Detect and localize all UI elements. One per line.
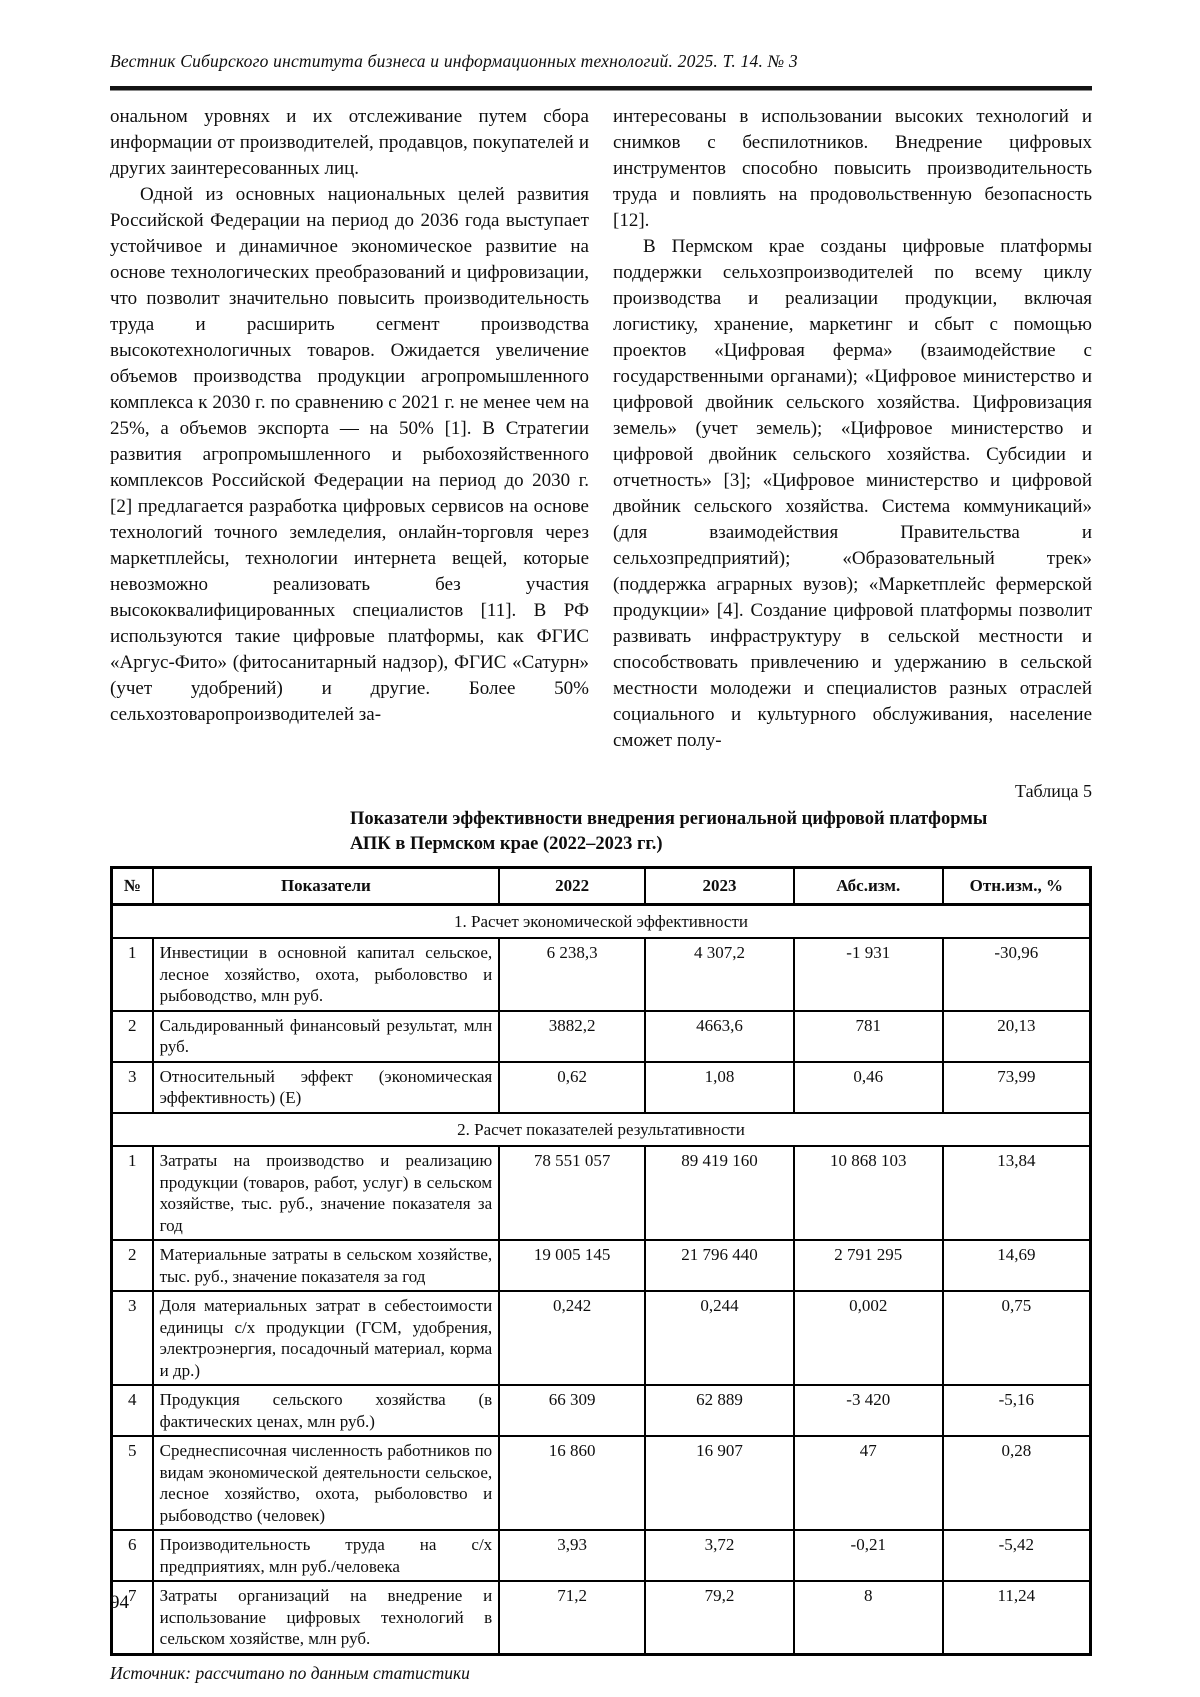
table-row [112, 1581, 1091, 1654]
cell-v2022: 3,93 [499, 1530, 645, 1581]
cell-num: 6 [112, 1530, 153, 1581]
cell-num: 1 [112, 938, 153, 1011]
right-column [613, 104, 1092, 754]
cell-num: 2 [112, 1011, 153, 1062]
table-title [350, 807, 1092, 857]
paragraph: ональном уровнях и их отслеживание путем сбора информации от производителей, продавцов, покупателей и других заинтересованных лиц. [110, 106, 589, 179]
cell-rel-change: 13,84 [943, 1146, 1091, 1240]
cell-num: 3 [112, 1062, 153, 1113]
cell-indicator: Затраты организаций на внедрение и использование цифровых технологий в сельском хозяйстве, млн руб. [153, 1581, 500, 1654]
table-section-row [112, 904, 1091, 938]
cell-abs-change: -0,21 [794, 1530, 943, 1581]
cell-v2022: 6 238,3 [499, 938, 645, 1011]
cell-abs-change: 781 [794, 1011, 943, 1062]
cell-indicator: Затраты на производство и реализацию продукции (товаров, работ, услуг) в сельском хозяйстве, тыс. руб., значение показателя за год [153, 1146, 500, 1240]
cell-v2022: 78 551 057 [499, 1146, 645, 1240]
cell-num: 7 [112, 1581, 153, 1654]
cell-v2022: 3882,2 [499, 1011, 645, 1062]
table-label: Таблица 5 [1015, 781, 1092, 801]
cell-indicator: Производительность труда на с/х предприятиях, млн руб./человека [153, 1530, 500, 1581]
journal-header: Вестник Сибирского института бизнеса и информационных технологий. 2025. Т. 14. № 3 [110, 51, 798, 71]
cell-abs-change: 0,002 [794, 1291, 943, 1385]
article-body [110, 104, 1092, 754]
table-title-line1: Показатели эффективности внедрения региональной цифровой платформы [350, 809, 988, 829]
cell-num: 5 [112, 1436, 153, 1530]
cell-abs-change: -3 420 [794, 1385, 943, 1436]
table-header-row [112, 868, 1091, 905]
cell-abs-change: 8 [794, 1581, 943, 1654]
cell-v2022: 66 309 [499, 1385, 645, 1436]
cell-v2023: 3,72 [645, 1530, 794, 1581]
source-note: Источник: рассчитано по данным статистики [110, 1662, 470, 1683]
cell-v2022: 0,62 [499, 1062, 645, 1113]
table-row [112, 1240, 1091, 1291]
cell-v2023: 89 419 160 [645, 1146, 794, 1240]
cell-abs-change: 47 [794, 1436, 943, 1530]
page-number: 94 [110, 1592, 129, 1613]
cell-indicator: Относительный эффект (экономическая эффективность) (Е) [153, 1062, 500, 1113]
cell-rel-change: -30,96 [943, 938, 1091, 1011]
cell-rel-change: 20,13 [943, 1011, 1091, 1062]
table-row [112, 1436, 1091, 1530]
cell-num: 4 [112, 1385, 153, 1436]
cell-num: 1 [112, 1146, 153, 1240]
left-column [110, 104, 589, 754]
cell-v2022: 0,242 [499, 1291, 645, 1385]
table-body [112, 904, 1091, 1654]
column-header-2022: 2022 [499, 868, 645, 905]
cell-rel-change: 14,69 [943, 1240, 1091, 1291]
cell-v2023: 62 889 [645, 1385, 794, 1436]
table-row [112, 938, 1091, 1011]
cell-v2023: 1,08 [645, 1062, 794, 1113]
indicators-table [110, 866, 1092, 1656]
cell-v2023: 21 796 440 [645, 1240, 794, 1291]
cell-v2022: 19 005 145 [499, 1240, 645, 1291]
table-row [112, 1385, 1091, 1436]
cell-indicator: Материальные затраты в сельском хозяйстве, тыс. руб., значение показателя за год [153, 1240, 500, 1291]
page-content [110, 0, 1092, 1684]
cell-rel-change: -5,42 [943, 1530, 1091, 1581]
cell-v2023: 4663,6 [645, 1011, 794, 1062]
cell-v2023: 16 907 [645, 1436, 794, 1530]
paragraph: интересованы в использовании высоких технологий и снимков с беспилотников. Внедрение цифровых инструментов способно повысить производительность труда и повлиять на продовольственную безопасность [12]. [613, 106, 1092, 231]
table-row [112, 1146, 1091, 1240]
table-section-heading: 2. Расчет показателей результативности [112, 1113, 1091, 1147]
cell-rel-change: 73,99 [943, 1062, 1091, 1113]
cell-rel-change: 0,75 [943, 1291, 1091, 1385]
cell-v2022: 16 860 [499, 1436, 645, 1530]
cell-rel-change: 11,24 [943, 1581, 1091, 1654]
table-row [112, 1062, 1091, 1113]
table-row [112, 1530, 1091, 1581]
cell-indicator: Сальдированный финансовый результат, млн руб. [153, 1011, 500, 1062]
cell-indicator: Инвестиции в основной капитал сельское, лесное хозяйство, охота, рыболовство и рыбоводство, млн руб. [153, 938, 500, 1011]
cell-abs-change: 0,46 [794, 1062, 943, 1113]
cell-indicator: Среднесписочная численность работников по видам экономической деятельности сельское, лесное хозяйство, охота, рыболовство и рыбоводство (человек) [153, 1436, 500, 1530]
table-title-line2: АПК в Пермском крае (2022–2023 гг.) [350, 834, 663, 854]
cell-indicator: Продукция сельского хозяйства (в фактических ценах, млн руб.) [153, 1385, 500, 1436]
cell-abs-change: 2 791 295 [794, 1240, 943, 1291]
cell-indicator: Доля материальных затрат в себестоимости единицы с/х продукции (ГСМ, удобрения, электроэнергия, посадочный материал, корма и др.) [153, 1291, 500, 1385]
column-header-num: № [112, 868, 153, 905]
table-row [112, 1291, 1091, 1385]
header-divider [110, 86, 1092, 91]
table-row [112, 1011, 1091, 1062]
cell-v2023: 4 307,2 [645, 938, 794, 1011]
cell-v2022: 71,2 [499, 1581, 645, 1654]
cell-abs-change: -1 931 [794, 938, 943, 1011]
column-header-2023: 2023 [645, 868, 794, 905]
paragraph: Одной из основных национальных целей развития Российской Федерации на период до 2036 года выступает устойчивое и динамичное экономическое развитие на основе технологических преобразований и цифровизации, что позволит значительно повысить производительность труда и расширить сегмент производства высокотехнологичных товаров. Ожидается увеличение объемов производства продукции агропромышленного комплекса к 2030 г. по сравнению с 2021 г. не менее чем на 25%, а объемов экспорта — на 50% [1]. В Стратегии развития агропромышленного и рыбохозяйственного комплексов Российской Федерации на период до 2030 г. [2] предлагается разработка цифровых сервисов на основе технологий точного земледелия, онлайн-торговля через маркетплейсы, технологии интернета вещей, которые невозможно реализовать без участия высококвалифицированных специалистов [11]. В РФ используются такие цифровые платформы, как ФГИС «Аргус-Фито» (фитосанитарный надзор), ФГИС «Сатурн» (учет удобрений) и другие. Более 50% сельхозтоваропроизводителей за- [110, 184, 589, 725]
cell-num: 3 [112, 1291, 153, 1385]
cell-rel-change: 0,28 [943, 1436, 1091, 1530]
table-section-heading: 1. Расчет экономической эффективности [112, 904, 1091, 938]
column-header-rel-change: Отн.изм., % [943, 868, 1091, 905]
cell-abs-change: 10 868 103 [794, 1146, 943, 1240]
cell-rel-change: -5,16 [943, 1385, 1091, 1436]
table-section-row [112, 1113, 1091, 1147]
cell-v2023: 79,2 [645, 1581, 794, 1654]
paragraph: В Пермском крае созданы цифровые платформы поддержки сельхозпроизводителей по всему циклу производства и реализации продукции, включая логистику, хранение, маркетинг и сбыт с помощью проектов «Цифровая ферма» (взаимодействие с государственными органами); «Цифровое министерство и цифровой двойник сельского хозяйства. Цифровизация земель» (учет земель); «Цифровое министерство и цифровой двойник сельского хозяйства. Субсидии и отчетность» [3]; «Цифровое министерство и цифровой двойник сельского хозяйства. Система коммуникаций» (для взаимодействия Правительства и сельхозпредприятий); «Образовательный трек» (поддержка аграрных вузов); «Маркетплейс фермерской продукции» [4]. Создание цифровой платформы позволит развивать инфраструктуру в сельской местности и способствовать привлечению и удержанию в сельской местности молодежи и специалистов разных отраслей социального и культурного обслуживания, население сможет полу- [613, 236, 1092, 751]
column-header-abs-change: Абс.изм. [794, 868, 943, 905]
cell-num: 2 [112, 1240, 153, 1291]
column-header-indicator: Показатели [153, 868, 500, 905]
cell-v2023: 0,244 [645, 1291, 794, 1385]
